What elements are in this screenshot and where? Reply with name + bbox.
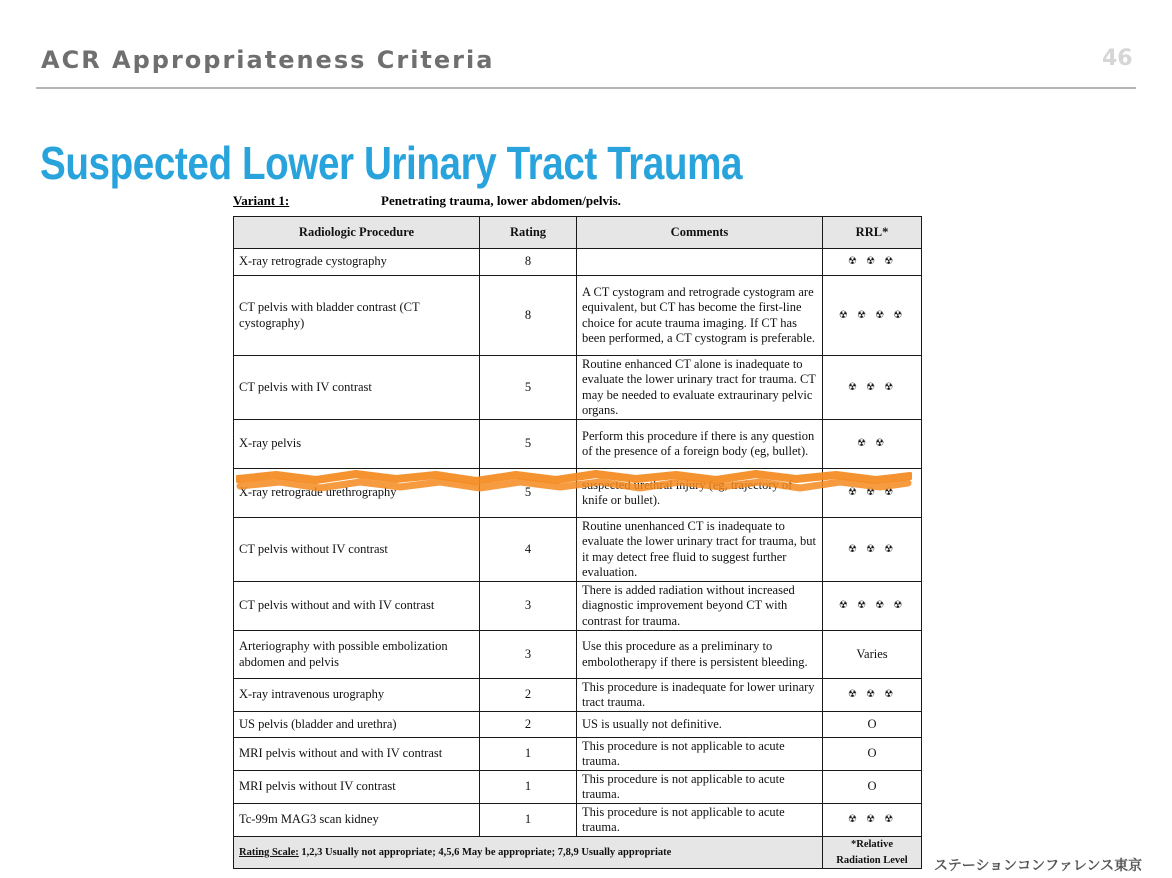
rrl-cell: Varies [823, 631, 922, 679]
rrl-cell: ☢ ☢ ☢ [823, 518, 922, 582]
comments-cell: suspected urethral injury (eg, trajectory of knife or bullet). [577, 469, 823, 518]
rating-cell: 1 [480, 738, 577, 771]
rating-cell: 1 [480, 804, 577, 837]
comments-cell: This procedure is not applicable to acute trauma. [577, 738, 823, 771]
column-header-comments: Comments [577, 217, 823, 249]
procedure-cell: US pelvis (bladder and urethra) [234, 712, 480, 738]
table-row [234, 249, 922, 276]
comments-cell: US is usually not definitive. [577, 712, 823, 738]
rrl-cell: ☢ ☢ ☢ [823, 356, 922, 420]
table-row [234, 276, 922, 356]
procedure-cell: CT pelvis without IV contrast [234, 518, 480, 582]
header-divider [36, 87, 1136, 89]
comments-cell: Routine unenhanced CT is inadequate to evaluate the lower urinary tract for trauma, but it may detect free fluid to suggest further evaluation. [577, 518, 823, 582]
comments-cell: Routine enhanced CT alone is inadequate to evaluate the lower urinary tract for trauma. CT may be needed to evaluate extraurinary pelvic organs. [577, 356, 823, 420]
table-row [234, 420, 922, 469]
rating-cell: 8 [480, 276, 577, 356]
rrl-cell: ☢ ☢ ☢ [823, 679, 922, 712]
rating-cell: 3 [480, 582, 577, 631]
rrl-cell: ☢ ☢ ☢ ☢ [823, 276, 922, 356]
rating-scale-text: 1,2,3 Usually not appropriate; 4,5,6 May be appropriate; 7,8,9 Usually appropriate [301, 846, 672, 858]
table-row [234, 712, 922, 738]
procedure-cell: X-ray intravenous urography [234, 679, 480, 712]
rrl-cell: O [823, 712, 922, 738]
table-footer-row [234, 837, 922, 869]
table-row [234, 631, 922, 679]
rrl-cell: O [823, 738, 922, 771]
table-row [234, 738, 922, 771]
table-row [234, 582, 922, 631]
appropriateness-table [233, 216, 922, 869]
rating-cell: 5 [480, 469, 577, 518]
rating-cell: 2 [480, 679, 577, 712]
table-row [234, 469, 922, 518]
rrl-footnote [823, 837, 922, 869]
procedure-cell: X-ray pelvis [234, 420, 480, 469]
page-number: 46 [1102, 46, 1133, 71]
procedure-cell: Tc-99m MAG3 scan kidney [234, 804, 480, 837]
procedure-cell: CT pelvis with IV contrast [234, 356, 480, 420]
rating-cell: 5 [480, 356, 577, 420]
rating-scale-label: Rating Scale: [239, 846, 299, 858]
procedure-cell: X-ray retrograde urethrography [234, 469, 480, 518]
comments-cell: This procedure is not applicable to acute trauma. [577, 771, 823, 804]
column-header-procedure: Radiologic Procedure [234, 217, 480, 249]
comments-cell [577, 249, 823, 276]
comments-cell: Use this procedure as a preliminary to embolotherapy if there is persistent bleeding. [577, 631, 823, 679]
rating-cell: 5 [480, 420, 577, 469]
procedure-cell: X-ray retrograde cystography [234, 249, 480, 276]
table-row [234, 518, 922, 582]
procedure-cell: CT pelvis without and with IV contrast [234, 582, 480, 631]
table-header-row [234, 217, 922, 249]
table-row [234, 679, 922, 712]
comments-cell: There is added radiation without increased diagnostic improvement beyond CT with contrast for trauma. [577, 582, 823, 631]
rrl-footnote-line2: Radiation Level [836, 854, 908, 866]
rating-cell: 3 [480, 631, 577, 679]
table-row [234, 804, 922, 837]
procedure-cell: CT pelvis with bladder contrast (CT cystography) [234, 276, 480, 356]
rrl-cell: ☢ ☢ [823, 420, 922, 469]
comments-cell: This procedure is not applicable to acute trauma. [577, 804, 823, 837]
rating-cell: 8 [480, 249, 577, 276]
rating-scale-note [234, 837, 823, 869]
table-row [234, 771, 922, 804]
comments-cell: Perform this procedure if there is any question of the presence of a foreign body (eg, bullet). [577, 420, 823, 469]
column-header-rrl: RRL* [823, 217, 922, 249]
comments-cell: This procedure is inadequate for lower urinary tract trauma. [577, 679, 823, 712]
rrl-footnote-line1: *Relative [851, 839, 893, 850]
rrl-cell: ☢ ☢ ☢ [823, 804, 922, 837]
rating-cell: 2 [480, 712, 577, 738]
table-row [234, 356, 922, 420]
procedure-cell: MRI pelvis without IV contrast [234, 771, 480, 804]
slide-title: Suspected Lower Urinary Tract Trauma [40, 137, 743, 189]
rating-cell: 4 [480, 518, 577, 582]
rrl-cell: ☢ ☢ ☢ [823, 469, 922, 518]
rrl-cell: ☢ ☢ ☢ [823, 249, 922, 276]
comments-cell: A CT cystogram and retrograde cystogram are equivalent, but CT has become the first-line choice for acute trauma imaging. If CT has been performed, a CT cystogram is preferable. [577, 276, 823, 356]
variant-label: Variant 1: [233, 193, 290, 208]
rrl-cell: O [823, 771, 922, 804]
header-title: ACR Appropriateness Criteria [41, 46, 495, 74]
procedure-cell: Arteriography with possible embolization abdomen and pelvis [234, 631, 480, 679]
rrl-cell: ☢ ☢ ☢ ☢ [823, 582, 922, 631]
conference-watermark: ステーションコンファレンス東京 [934, 858, 1143, 874]
variant-description: Penetrating trauma, lower abdomen/pelvis. [381, 193, 621, 208]
column-header-rating: Rating [480, 217, 577, 249]
procedure-cell: MRI pelvis without and with IV contrast [234, 738, 480, 771]
rating-cell: 1 [480, 771, 577, 804]
